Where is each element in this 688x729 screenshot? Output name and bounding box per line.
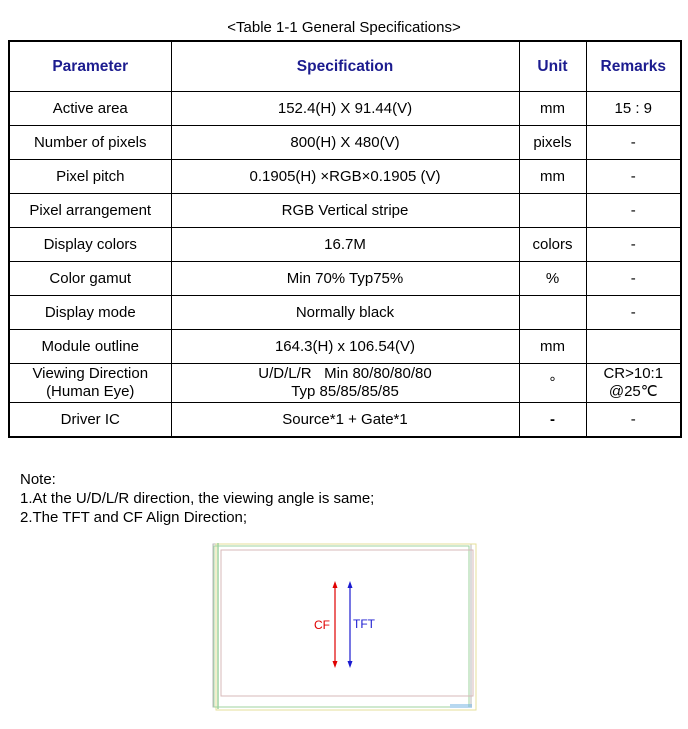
table-row bbox=[9, 126, 681, 160]
cell-specification: RGB Vertical stripe bbox=[171, 194, 519, 228]
cell-unit bbox=[519, 296, 586, 330]
cell-specification bbox=[171, 364, 519, 403]
table-row bbox=[9, 403, 681, 438]
cell-specification: 16.7M bbox=[171, 228, 519, 262]
note-item: 1.At the U/D/L/R direction, the viewing angle is same; bbox=[20, 490, 375, 507]
cell-remarks: - bbox=[586, 228, 681, 262]
cell-unit: mm bbox=[519, 92, 586, 126]
cell-specification: Min 70% Typ75% bbox=[171, 262, 519, 296]
parameter-line: (Human Eye) bbox=[46, 383, 135, 400]
cell-unit: mm bbox=[519, 160, 586, 194]
panel-green-outline bbox=[214, 546, 469, 707]
table-row bbox=[9, 92, 681, 126]
parameter-line: Viewing Direction bbox=[32, 365, 149, 382]
cell-unit: mm bbox=[519, 330, 586, 364]
cell-unit: pixels bbox=[519, 126, 586, 160]
active-area-outline bbox=[221, 550, 473, 696]
cell-specification: 164.3(H) x 106.54(V) bbox=[171, 330, 519, 364]
remarks-line: CR>10:1 bbox=[603, 365, 664, 382]
table-row bbox=[9, 160, 681, 194]
header-remarks: Remarks bbox=[586, 41, 681, 92]
panel-outer-outline bbox=[213, 544, 471, 707]
cell-parameter bbox=[9, 364, 171, 403]
specification-line: U/D/L/R Min 80/80/80/80 bbox=[258, 365, 432, 382]
table-row bbox=[9, 330, 681, 364]
note-item: 2.The TFT and CF Align Direction; bbox=[20, 509, 248, 526]
cell-parameter: Pixel arrangement bbox=[9, 194, 171, 228]
cell-specification: Normally black bbox=[171, 296, 519, 330]
cf-arrow bbox=[333, 581, 338, 668]
table-row bbox=[9, 364, 681, 403]
cell-parameter: Pixel pitch bbox=[9, 160, 171, 194]
cell-unit: - bbox=[519, 403, 586, 438]
cell-parameter: Module outline bbox=[9, 330, 171, 364]
cell-remarks: - bbox=[586, 160, 681, 194]
cell-remarks: - bbox=[586, 194, 681, 228]
header-unit: Unit bbox=[519, 41, 586, 92]
table-caption: <Table 1-1 General Specifications> bbox=[227, 19, 461, 36]
tft-label: TFT bbox=[353, 617, 375, 631]
header-specification: Specification bbox=[171, 41, 519, 92]
cell-parameter: Display mode bbox=[9, 296, 171, 330]
cell-specification: 800(H) X 480(V) bbox=[171, 126, 519, 160]
cell-specification: 0.1905(H) ×RGB×0.1905 (V) bbox=[171, 160, 519, 194]
cell-parameter: Color gamut bbox=[9, 262, 171, 296]
cell-unit: ° bbox=[519, 364, 586, 403]
table-row bbox=[9, 194, 681, 228]
cell-parameter: Driver IC bbox=[9, 403, 171, 438]
cell-specification: Source*1 + Gate*1 bbox=[171, 403, 519, 438]
cell-remarks: 15 : 9 bbox=[586, 92, 681, 126]
cell-remarks bbox=[586, 364, 681, 403]
notes-section bbox=[20, 470, 374, 527]
remarks-line: @25℃ bbox=[608, 383, 658, 400]
table-header-row bbox=[9, 41, 681, 92]
cell-unit: % bbox=[519, 262, 586, 296]
cell-remarks bbox=[586, 330, 681, 364]
cf-label: CF bbox=[314, 618, 330, 632]
cell-unit: colors bbox=[519, 228, 586, 262]
table-row bbox=[9, 262, 681, 296]
cell-parameter: Active area bbox=[9, 92, 171, 126]
cell-unit bbox=[519, 194, 586, 228]
cell-parameter: Number of pixels bbox=[9, 126, 171, 160]
cell-specification: 152.4(H) X 91.44(V) bbox=[171, 92, 519, 126]
table-row bbox=[9, 228, 681, 262]
cell-parameter: Display colors bbox=[9, 228, 171, 262]
note-title: Note: bbox=[20, 471, 56, 488]
cell-remarks: - bbox=[586, 126, 681, 160]
panel-yellow-outline bbox=[216, 544, 476, 710]
cell-remarks: - bbox=[586, 296, 681, 330]
header-parameter: Parameter bbox=[9, 41, 171, 92]
align-direction-diagram bbox=[210, 541, 482, 713]
cell-remarks: - bbox=[586, 403, 681, 438]
tft-arrow bbox=[348, 581, 353, 668]
cell-remarks: - bbox=[586, 262, 681, 296]
specification-line: Typ 85/85/85/85 bbox=[291, 383, 399, 400]
general-specifications-table bbox=[8, 40, 682, 438]
table-row bbox=[9, 296, 681, 330]
